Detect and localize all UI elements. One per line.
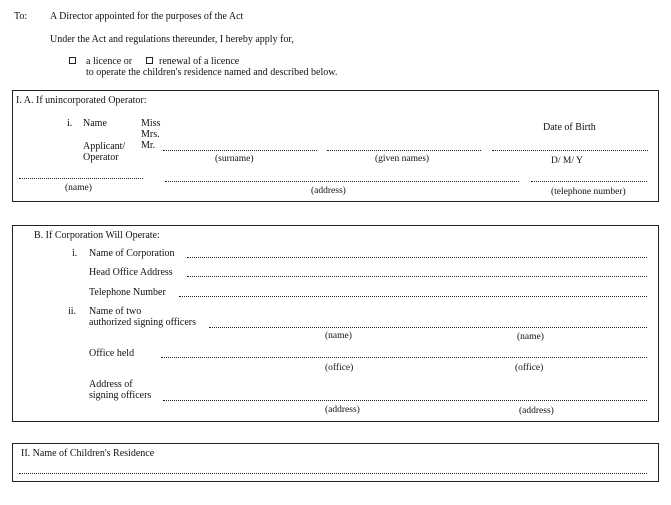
applicant-address-field[interactable] [165, 181, 519, 182]
officer1-name-caption: (name) [325, 331, 352, 341]
item-i-marker: i. [72, 248, 78, 259]
officer2-office-caption: (office) [515, 363, 544, 373]
operator-label: Operator [83, 152, 119, 163]
office-held-label: Office held [89, 348, 135, 359]
officer-address-label-line1: Address of [89, 379, 133, 390]
applicant-name-field[interactable] [19, 178, 143, 179]
signing-officers-names-field[interactable] [209, 327, 647, 328]
licence-option-label: a licence or [86, 56, 133, 67]
date-of-birth-field[interactable] [492, 150, 648, 151]
renewal-option-label: renewal of a licence [159, 56, 240, 67]
corporation-name-field[interactable] [187, 257, 647, 258]
section-1b-heading: B. If Corporation Will Operate: [34, 230, 160, 241]
title-miss: Miss [141, 118, 161, 129]
residence-name-field[interactable] [19, 473, 647, 474]
name-caption: (name) [65, 183, 92, 193]
date-of-birth-label: Date of Birth [543, 122, 596, 133]
surname-caption: (surname) [215, 154, 254, 164]
renewal-checkbox[interactable] [146, 57, 153, 64]
given-names-field[interactable] [327, 150, 481, 151]
officer2-name-caption: (name) [517, 332, 544, 342]
applicant-label: Applicant/ [83, 141, 126, 152]
applicant-telephone-field[interactable] [531, 181, 647, 182]
office-held-field[interactable] [161, 357, 647, 358]
purpose-statement: to operate the children's residence named and described below. [86, 67, 338, 78]
signing-officers-label-line2: authorized signing officers [89, 317, 197, 328]
officer-address-label-line2: signing officers [89, 390, 152, 401]
surname-field[interactable] [163, 150, 317, 151]
section-childrens-residence [12, 443, 659, 482]
section-2-heading: II. Name of Children's Residence [21, 448, 155, 459]
title-mrs: Mrs. [141, 129, 160, 140]
licence-checkbox[interactable] [69, 57, 76, 64]
corporation-name-label: Name of Corporation [89, 248, 175, 259]
corporation-telephone-field[interactable] [179, 296, 647, 297]
section-unincorporated-operator [12, 90, 659, 202]
telephone-caption: (telephone number) [551, 187, 626, 197]
address-caption: (address) [311, 186, 346, 196]
item-i-marker: i. [67, 118, 73, 129]
signing-officers-label-line1: Name of two [89, 306, 142, 317]
officer1-office-caption: (office) [325, 363, 354, 373]
telephone-number-label: Telephone Number [89, 287, 166, 298]
addressee-text: A Director appointed for the purposes of the Act [50, 11, 244, 22]
officer1-address-caption: (address) [325, 405, 360, 415]
section-corporation-operator [12, 225, 659, 422]
dob-format-caption: D/ M/ Y [551, 156, 583, 166]
apply-statement: Under the Act and regulations thereunder, I hereby apply for, [50, 34, 294, 45]
section-1a-heading: I. A. If unincorporated Operator: [16, 95, 147, 106]
given-names-caption: (given names) [375, 154, 430, 164]
officer-address-field[interactable] [163, 400, 647, 401]
to-label: To: [14, 11, 28, 22]
item-ii-marker: ii. [68, 306, 77, 317]
head-office-address-field[interactable] [187, 276, 647, 277]
name-label: Name [83, 118, 107, 129]
title-mr: Mr. [141, 140, 156, 151]
head-office-address-label: Head Office Address [89, 267, 173, 278]
officer2-address-caption: (address) [519, 406, 554, 416]
